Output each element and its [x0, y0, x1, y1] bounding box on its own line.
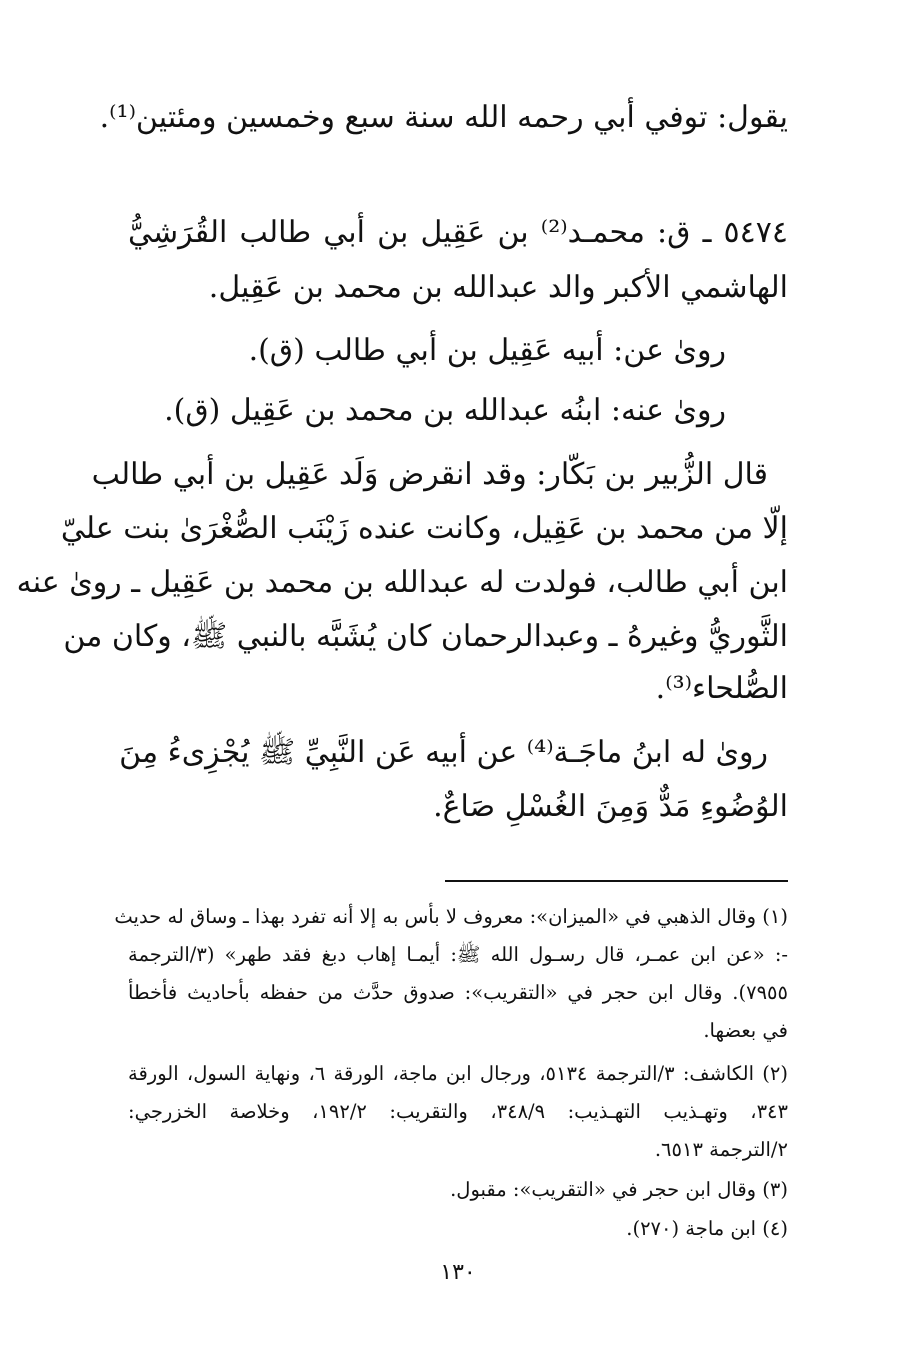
narrated-by-line: روىٰ عنه: ابنُه عبدالله بن محمد بن عَقِيل (ق).: [164, 393, 726, 428]
body-line-1: يقول: توفي أبي رحمه الله سنة سبع وخمسين ومئتين⁽¹⁾.: [99, 100, 788, 135]
entry-heading-line-1: ٥٤٧٤ ـ ق: محمـد⁽²⁾ بن عَقِيل بن أبي طالب القُرَشِيُّ: [128, 215, 788, 250]
footnote-2-line-1: (٢) الكاشف: ٣/الترجمة ٥١٣٤، ورجال ابن ماجة، الورقة ٦، ونهاية السول، الورقة: [128, 1062, 788, 1085]
narrated-from-line: روىٰ عن: أبيه عَقِيل بن أبي طالب (ق).: [248, 333, 726, 368]
footnote-1-line-3: ٧٩٥٥). وقال ابن حجر في «التقريب»: صدوق حدَّث من حفظه بأحاديث فأخطأ: [128, 981, 788, 1004]
paragraph-line-3: ابن أبي طالب، فولدت له عبدالله بن محمد بن عَقِيل ـ روىٰ عنه: [16, 565, 788, 600]
paragraph-line-4: الثَّوريُّ وغيرهُ ـ وعبدالرحمان كان يُشَبَّه بالنبي ﷺ، وكان من: [63, 619, 788, 654]
footnote-1-line-4: في بعضها.: [703, 1019, 788, 1042]
footnote-3: (٣) وقال ابن حجر في «التقريب»: مقبول.: [450, 1178, 788, 1201]
footnote-2-line-3: ٢/الترجمة ٦٥١٣.: [654, 1138, 788, 1161]
entry-heading-line-2: الهاشمي الأكبر والد عبدالله بن محمد بن عَقِيل.: [208, 270, 788, 305]
footnote-4: (٤) ابن ماجة (٢٧٠).: [626, 1217, 788, 1240]
footnote-1-line-1: (١) وقال الذهبي في «الميزان»: معروف لا بأس به إلا أنه تفرد بهذا ـ وساق له حديث: [114, 905, 788, 928]
footnote-divider: [445, 880, 788, 882]
paragraph-line-1: قال الزُّبير بن بَكّار: وقد انقرض وَلَد عَقِيل بن أبي طالب: [91, 457, 768, 492]
footnote-2-line-2: ٣٤٣، وتهـذيب التهـذيب: ٣٤٨/٩، والتقريب: ١٩٢/٢، وخلاصة الخزرجي:: [128, 1100, 788, 1123]
footnote-1-line-2: -: «عن ابن عمـر، قال رسـول الله ﷺ: أيمـا إهاب دبغ فقد طهر» (٣/الترجمة: [128, 943, 788, 966]
hadith-line-2: الوُضُوءِ مَدٌّ وَمِنَ الغُسْلِ صَاعٌ.: [433, 789, 788, 824]
paragraph-line-2: إلّا من محمد بن عَقِيل، وكانت عنده زَيْنَب الصُّغْرَىٰ بنت عليّ: [60, 511, 788, 546]
page-number: ١٣٠: [440, 1260, 476, 1285]
hadith-line-1: روىٰ له ابنُ ماجَـة⁽⁴⁾ عن أبيه عَن النَّبِيِّ ﷺ يُجْزِىءُ مِنَ: [119, 735, 768, 770]
paragraph-line-5: الصُّلحاء⁽³⁾.: [655, 671, 788, 706]
